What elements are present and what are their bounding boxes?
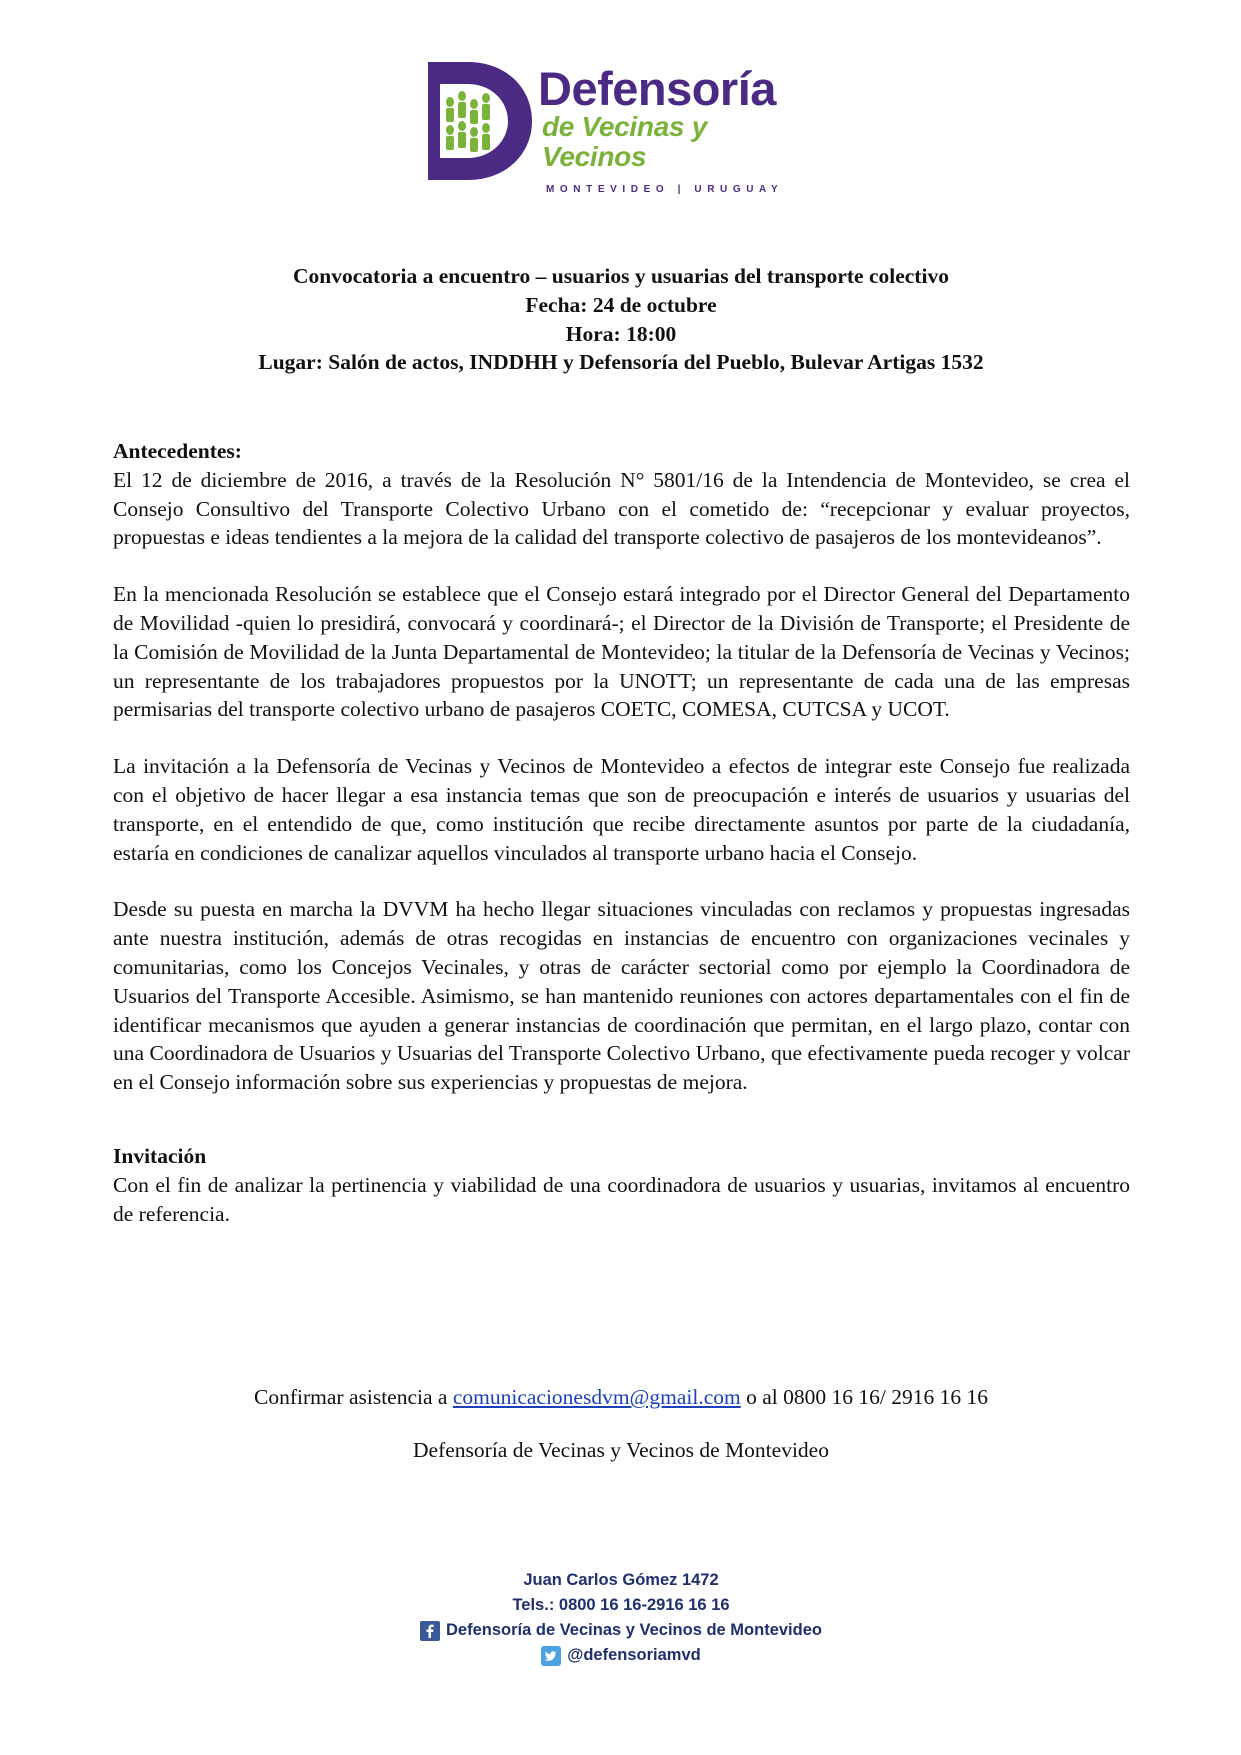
footer-phones: Tels.: 0800 16 16-2916 16 16 <box>512 1596 730 1614</box>
antecedentes-title: Antecedentes: <box>113 439 242 463</box>
antecedentes-paragraph-2: En la mencionada Resolución se establece que el Consejo estará integrado por el Director General del Departamento de Movilidad -quien lo presidirá, convocará y coordinará-; el Director de la División de Transporte; el Presidente de la Comisión de Movilidad de la Junta Departamental de Montevideo; la titular de la Defensoría de Vecinas y Vecinos; un representante de los trabajadores propuestos por la UNOTT; un representante de cada una de las empresas permisarias del transporte colectivo urbano de pasajeros COETC, COMESA, CUTCSA y UCOT. <box>113 582 1130 722</box>
invitacion-text: Con el fin de analizar la pertinencia y viabilidad de una coordinadora de usuarios y usuarias, invitamos al encuentro de referencia. <box>113 1172 1130 1226</box>
invitacion-title: Invitación <box>113 1143 207 1168</box>
facebook-label: Defensoría de Vecinas y Vecinos de Montevideo <box>446 1621 822 1639</box>
facebook-icon <box>420 1621 440 1641</box>
heading-place: Lugar: Salón de actos, INDDHH y Defensoría del Pueblo, Bulevar Artigas 1532 <box>258 350 984 375</box>
document-body <box>113 437 1130 1256</box>
logo-subtitle: de Vecinas y Vecinos <box>542 111 708 172</box>
footer <box>300 1568 942 1668</box>
footer-facebook <box>300 1618 942 1643</box>
footer-twitter <box>300 1643 942 1668</box>
logo-d-mark-icon <box>428 62 532 180</box>
antecedentes-paragraph-3: La invitación a la Defensoría de Vecinas y Vecinos de Montevideo a efectos de integrar este Consejo fue realizada con el objetivo de hacer llegar a esa instancia temas que son de preocupación e interés de usuarios y usuarias del transporte, en el entendido de que, como institución que recibe directamente asuntos por parte de la ciudadanía, estaría en condiciones de canalizar aquellos vinculados al transporte urbano hacia el Consejo. <box>113 754 1130 865</box>
footer-address: Juan Carlos Gómez 1472 <box>523 1571 719 1589</box>
heading-date: Fecha: 24 de octubre <box>525 292 717 317</box>
heading-title: Convocatoria a encuentro – usuarios y usuarias del transporte colectivo <box>293 264 949 288</box>
event-heading <box>100 262 1142 377</box>
logo-location: MONTEVIDEO | URUGUAY <box>546 184 784 195</box>
confirm-prefix: Confirmar asistencia a <box>254 1385 448 1409</box>
signature: Defensoría de Vecinas y Vecinos de Montevideo <box>413 1438 829 1462</box>
heading-time: Hora: 18:00 <box>565 321 677 346</box>
confirm-attendance <box>100 1383 1142 1412</box>
logo-title: Defensoría <box>538 62 776 115</box>
twitter-handle: @defensoriamvd <box>567 1646 701 1664</box>
logo <box>428 62 818 195</box>
email-link[interactable]: comunicacionesdvm@gmail.com <box>452 1385 741 1409</box>
twitter-icon <box>541 1646 561 1666</box>
confirm-suffix: o al 0800 16 16/ 2916 16 16 <box>746 1385 988 1409</box>
antecedentes-paragraph-4: Desde su puesta en marcha la DVVM ha hecho llegar situaciones vinculadas con reclamos y propuestas ingresadas ante nuestra institución, además de otras recogidas en instancias de encuentro con organizaciones vecinales y comunitarias, como los Concejos Vecinales, y otras de carácter sectorial como por ejemplo la Coordinadora de Usuarios del Transporte Accesible. Asimismo, se han mantenido reuniones con actores departamentales con el fin de identificar mecanismos que ayuden a generar instancias de coordinación que permitan, en el largo plazo, contar con una Coordinadora de Usuarios y Usuarias del Transporte Colectivo Urbano, que efectivamente pueda recoger y volcar en el Consejo información sobre sus experiencias y propuestas de mejora. <box>113 897 1130 1095</box>
antecedentes-paragraph-1: El 12 de diciembre de 2016, a través de la Resolución N° 5801/16 de la Intendencia de Montevideo, se crea el Consejo Consultivo del Transporte Colectivo Urbano con el cometido de: “recepcionar y evaluar proyectos, propuestas e ideas tendientes a la mejora de la calidad del transporte colectivo de pasajeros de los montevideanos”. <box>113 467 1130 550</box>
